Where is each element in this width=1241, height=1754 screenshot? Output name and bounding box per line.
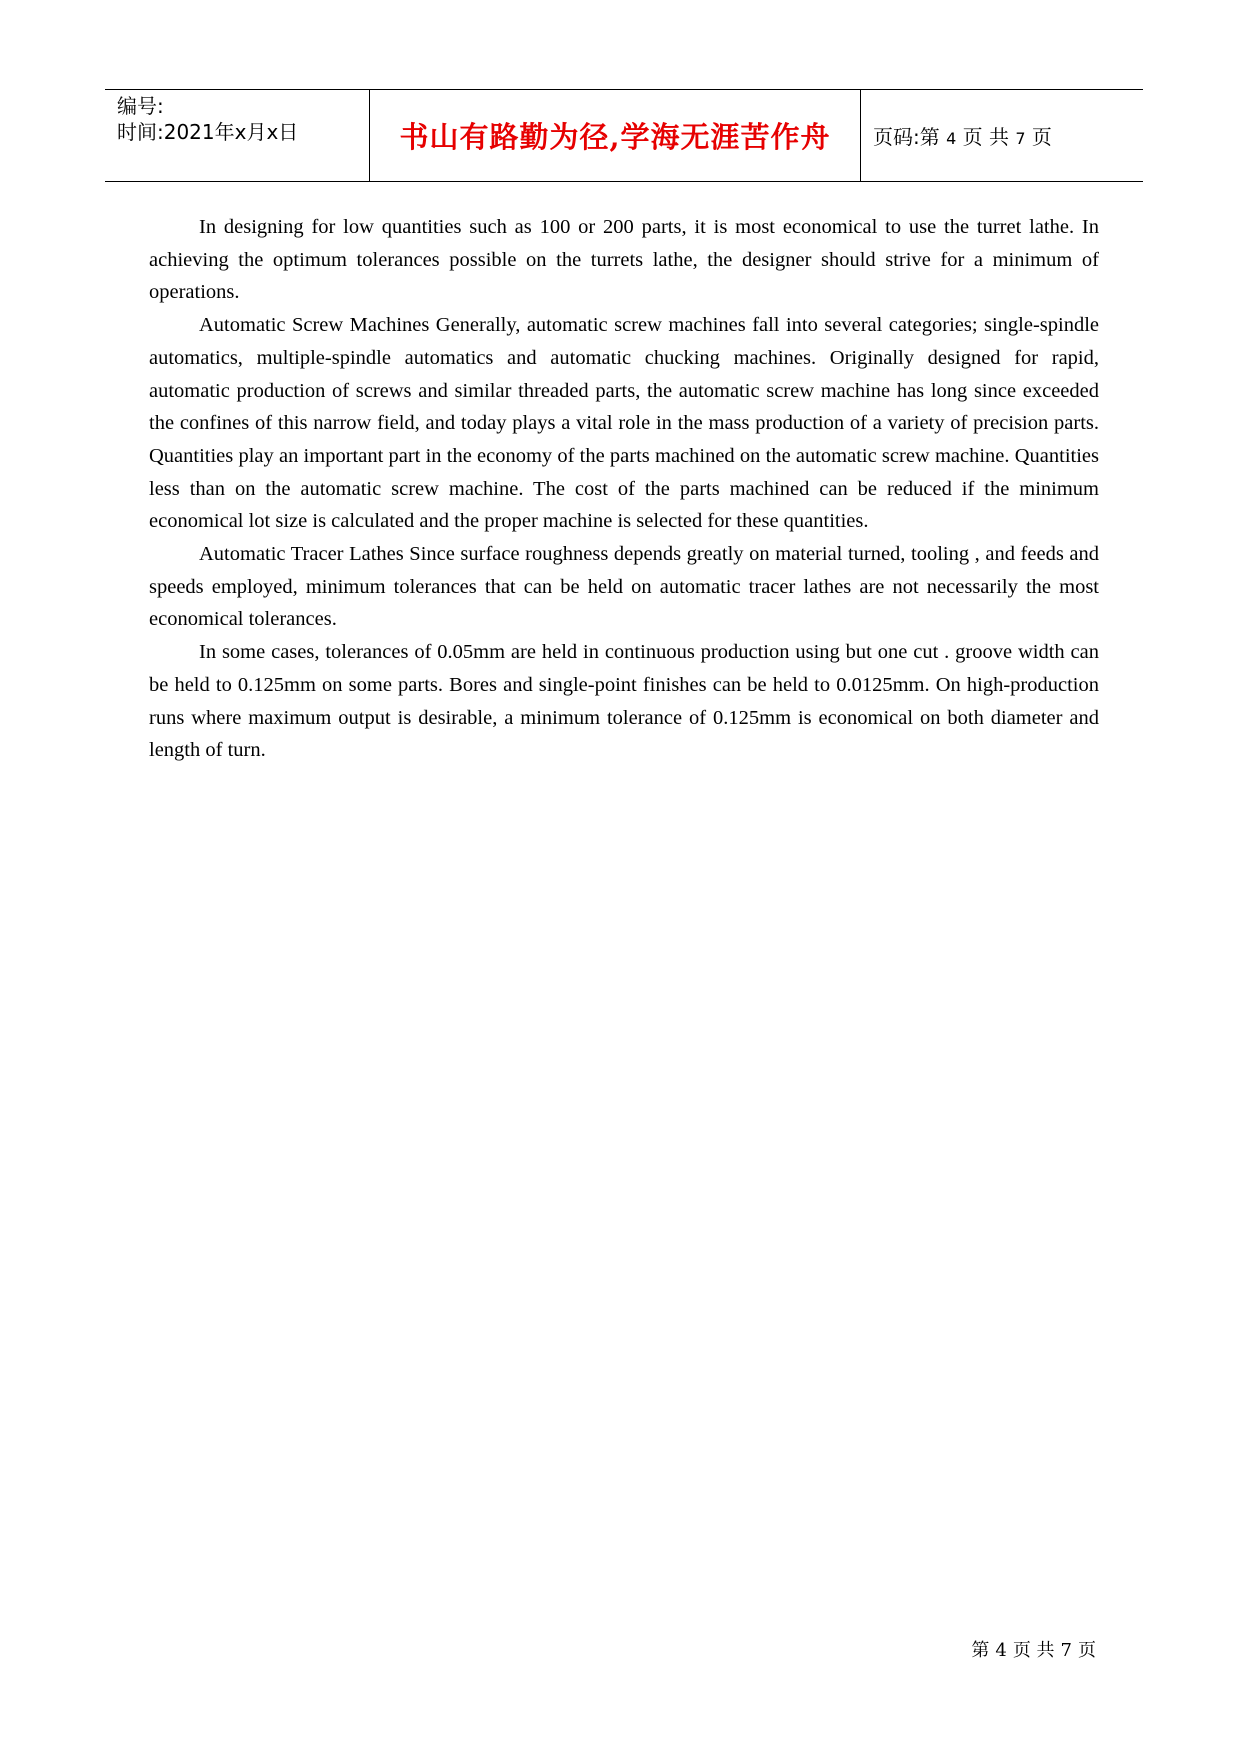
paragraph: In designing for low quantities such as 100 or 200 parts, it is most economical to use the turret lathe. In achieving the optimum tolerances possible on the turrets lathe, the designer should strive for a minimum of operations. bbox=[149, 216, 1099, 304]
serial-number-label: 编号: bbox=[117, 94, 164, 118]
page-code bbox=[873, 121, 1052, 150]
header-left-cell bbox=[105, 90, 370, 181]
header-middle-cell bbox=[370, 90, 861, 181]
footer-mid: 页 共 bbox=[1012, 1640, 1055, 1661]
paragraph: Automatic Screw Machines Generally, automatic screw machines fall into several categories; single-spindle automatics, multiple-spindle automatics and automatic chucking machines. Originally designed for rapid, automatic production of screws and similar threaded parts, the automatic screw machine has long since exceeded the confines of this narrow field, and today plays a vital role in the mass production of a variety of precision parts. Quantities play an important part in the economy of the parts machined on the automatic screw machine. Quantities less than on the automatic screw machine. The cost of the parts machined can be reduced if the minimum economical lot size is calculated and the proper machine is selected for these quantities. bbox=[149, 314, 1099, 533]
document-header bbox=[105, 89, 1143, 182]
paragraph: Automatic Tracer Lathes Since surface roughness depends greatly on material turned, tooling , and feeds and speeds employed, minimum tolerances that can be held on automatic tracer lathes are not necessarily the most economical tolerances. bbox=[149, 543, 1099, 631]
date-line: 时间:2021年x月x日 bbox=[117, 120, 299, 144]
motto-text: 书山有路勤为径,学海无涯苦作舟 bbox=[399, 120, 831, 154]
page-code-mid: 页 共 bbox=[962, 125, 1010, 149]
footer-total: 7 bbox=[1060, 1640, 1072, 1661]
page-code-total: 7 bbox=[1015, 129, 1026, 148]
page-footer bbox=[968, 1636, 1099, 1662]
footer-prefix: 第 bbox=[971, 1640, 990, 1661]
paragraph: In some cases, tolerances of 0.05mm are held in continuous production using but one cut . groove width can be held to 0.125mm on some parts. Bores and single-point finishes can be held to 0.0125mm. On high-production runs where maximum output is desirable, a minimum tolerance of 0.125mm is economical on both diameter and length of turn. bbox=[149, 641, 1099, 762]
page-code-prefix: 页码:第 bbox=[873, 125, 940, 149]
footer-suffix: 页 bbox=[1078, 1640, 1096, 1661]
page-code-suffix: 页 bbox=[1031, 125, 1052, 149]
header-right-cell bbox=[861, 90, 1143, 181]
footer-current: 4 bbox=[995, 1640, 1007, 1661]
page-code-current: 4 bbox=[946, 129, 957, 148]
body-text bbox=[149, 211, 1099, 767]
